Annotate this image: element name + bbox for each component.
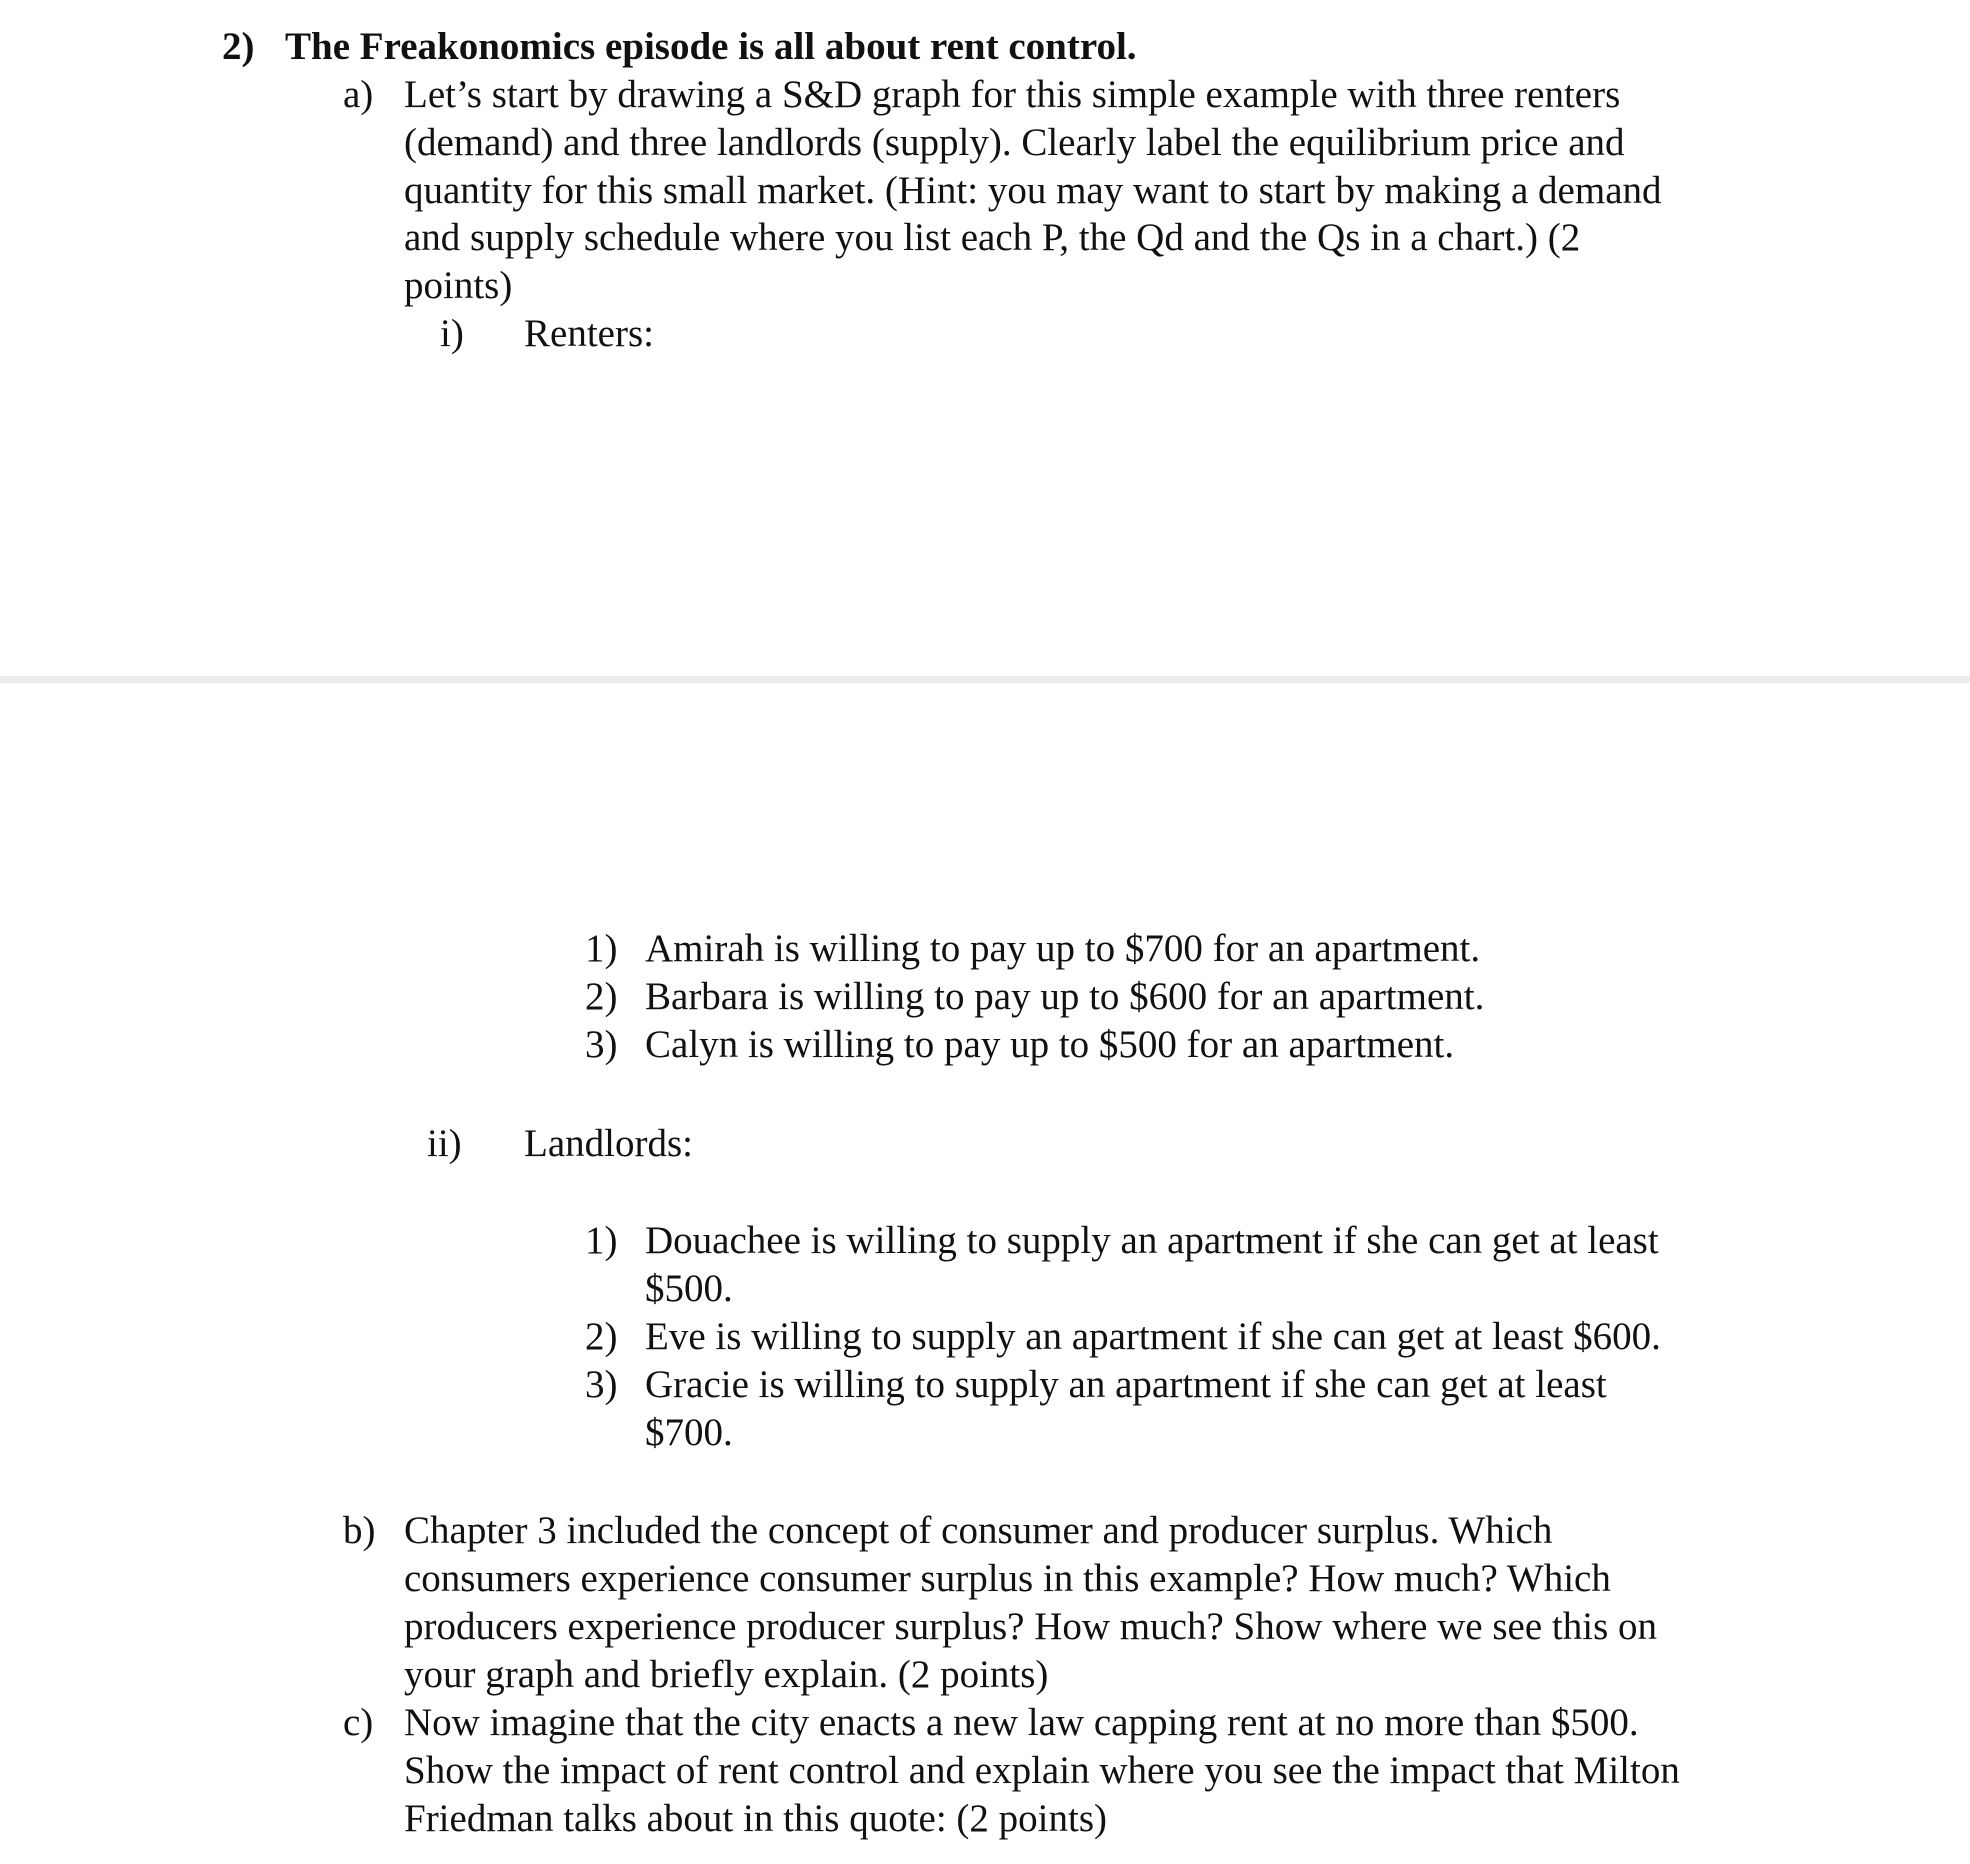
landlord-number: 2): [585, 1315, 618, 1358]
part-a-line: Let’s start by drawing a S&D graph for this simple example with three renters: [404, 73, 1621, 116]
part-c-line: Friedman talks about in this quote: (2 points): [404, 1797, 1108, 1840]
renter-item: Calyn is willing to pay up to $500 for an apartment.: [645, 1023, 1455, 1066]
part-c-line: Now imagine that the city enacts a new law capping rent at no more than $500.: [404, 1701, 1639, 1744]
renters-label: Renters:: [524, 312, 654, 355]
renter-number: 1): [585, 927, 618, 970]
landlords-label: Landlords:: [524, 1122, 693, 1165]
renter-number: 2): [585, 975, 618, 1018]
renters-marker: i): [440, 312, 464, 355]
renter-number: 3): [585, 1023, 618, 1066]
part-a-line: (demand) and three landlords (supply). Clearly label the equilibrium price and: [404, 121, 1625, 164]
part-b-line: your graph and briefly explain. (2 points): [404, 1653, 1049, 1696]
landlord-item: Douachee is willing to supply an apartment if she can get at least: [645, 1219, 1659, 1262]
part-b-line: consumers experience consumer surplus in this example? How much? Which: [404, 1557, 1611, 1600]
landlords-marker: ii): [427, 1122, 462, 1165]
part-b-line: producers experience producer surplus? How much? Show where we see this on: [404, 1605, 1658, 1648]
part-a-line: quantity for this small market. (Hint: you may want to start by making a demand: [404, 169, 1662, 212]
part-a-line: and supply schedule where you list each P, the Qd and the Qs in a chart.) (2: [404, 216, 1581, 259]
landlord-item: Gracie is willing to supply an apartment if she can get at least: [645, 1363, 1607, 1406]
part-c-line: Show the impact of rent control and explain where you see the impact that Milton: [404, 1749, 1680, 1792]
landlord-item: Eve is willing to supply an apartment if she can get at least $600.: [645, 1315, 1661, 1358]
question-number: 2): [222, 25, 255, 68]
part-c-marker: c): [343, 1701, 374, 1744]
part-a-marker: a): [343, 73, 374, 116]
part-a-line: points): [404, 264, 513, 307]
part-b-marker: b): [343, 1509, 376, 1552]
question-title: The Freakonomics episode is all about rent control.: [285, 25, 1137, 68]
page-divider: [0, 676, 1970, 683]
landlord-item: $700.: [645, 1411, 733, 1454]
renter-item: Barbara is willing to pay up to $600 for an apartment.: [645, 975, 1485, 1018]
landlord-item: $500.: [645, 1267, 733, 1310]
part-b-line: Chapter 3 included the concept of consumer and producer surplus. Which: [404, 1509, 1553, 1552]
landlord-number: 1): [585, 1219, 618, 1262]
landlord-number: 3): [585, 1363, 618, 1406]
renter-item: Amirah is willing to pay up to $700 for an apartment.: [645, 927, 1481, 970]
